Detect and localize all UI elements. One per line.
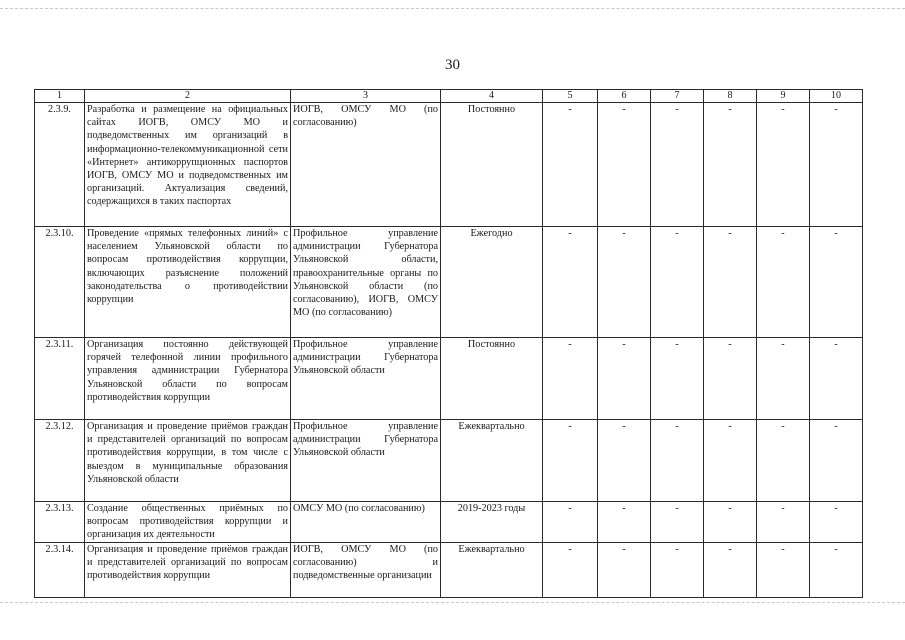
column-header: 2: [85, 90, 291, 103]
term: Постоянно: [441, 103, 543, 227]
column-header: 10: [810, 90, 863, 103]
term: Ежеквартально: [441, 543, 543, 598]
executor: Профильное управление администрации Губернатора Ульяновской области: [291, 420, 441, 502]
value-cell: -: [704, 543, 757, 598]
executor: Профильное управление администрации Губернатора Ульяновской области, правоохранительные органы по Ульяновской области (по согласованию), ИОГВ, ОМСУ МО (по согласованию): [291, 227, 441, 338]
executor: ИОГВ, ОМСУ МО (по согласованию) и подведомственные организации: [291, 543, 441, 598]
executor: Профильное управление администрации Губернатора Ульяновской области: [291, 338, 441, 420]
value-cell: -: [704, 502, 757, 543]
page-number: 30: [445, 57, 460, 73]
value-cell: -: [543, 103, 598, 227]
value-cell: -: [598, 103, 651, 227]
row-number: 2.3.9.: [35, 103, 85, 227]
value-cell: -: [757, 543, 810, 598]
row-number: 2.3.13.: [35, 502, 85, 543]
column-header: 7: [651, 90, 704, 103]
term: Постоянно: [441, 338, 543, 420]
column-header: 8: [704, 90, 757, 103]
value-cell: -: [651, 420, 704, 502]
measures-table: [34, 89, 863, 598]
value-cell: -: [543, 543, 598, 598]
value-cell: -: [651, 338, 704, 420]
value-cell: -: [810, 543, 863, 598]
value-cell: -: [757, 502, 810, 543]
page-edge-top: [0, 8, 905, 9]
executor: ИОГВ, ОМСУ МО (по согласованию): [291, 103, 441, 227]
page-edge-bottom: [0, 602, 905, 603]
column-header: 4: [441, 90, 543, 103]
value-cell: -: [651, 543, 704, 598]
value-cell: -: [704, 227, 757, 338]
value-cell: -: [598, 502, 651, 543]
measure-name: Создание общественных приёмных по вопросам противодействия коррупции и организация их деятельности: [85, 502, 291, 543]
value-cell: -: [757, 420, 810, 502]
value-cell: -: [651, 502, 704, 543]
value-cell: -: [704, 338, 757, 420]
value-cell: -: [704, 420, 757, 502]
value-cell: -: [543, 420, 598, 502]
term: Ежегодно: [441, 227, 543, 338]
table-row: [35, 420, 863, 502]
value-cell: -: [810, 338, 863, 420]
value-cell: -: [598, 338, 651, 420]
measure-name: Проведение «прямых телефонных линий» с населением Ульяновской области по вопросам противодействия коррупции, включающих разъяснение положений законодательства о противодействии коррупции: [85, 227, 291, 338]
value-cell: -: [598, 543, 651, 598]
value-cell: -: [704, 103, 757, 227]
row-number: 2.3.10.: [35, 227, 85, 338]
value-cell: -: [757, 103, 810, 227]
measure-name: Разработка и размещение на официальных сайтах ИОГВ, ОМСУ МО и подведомственных им организаций в информационно-телекоммуникационной сети «Интернет» антикоррупционных паспортов ИОГВ, ОМСУ МО и подведомственных им организаций. Актуализация сведений, содержащихся в таких паспортах: [85, 103, 291, 227]
table-row: [35, 502, 863, 543]
column-header: 5: [543, 90, 598, 103]
value-cell: -: [651, 227, 704, 338]
header-row: [35, 90, 863, 103]
executor: ОМСУ МО (по согласованию): [291, 502, 441, 543]
value-cell: -: [810, 103, 863, 227]
column-header: 3: [291, 90, 441, 103]
table-row: [35, 338, 863, 420]
value-cell: -: [810, 420, 863, 502]
value-cell: -: [757, 338, 810, 420]
column-header: 6: [598, 90, 651, 103]
value-cell: -: [810, 502, 863, 543]
table-row: [35, 227, 863, 338]
value-cell: -: [543, 502, 598, 543]
row-number: 2.3.11.: [35, 338, 85, 420]
value-cell: -: [757, 227, 810, 338]
value-cell: -: [543, 227, 598, 338]
column-header: 9: [757, 90, 810, 103]
measure-name: Организация и проведение приёмов граждан и представителей организаций по вопросам противодействия коррупции: [85, 543, 291, 598]
column-header: 1: [35, 90, 85, 103]
measure-name: Организация постоянно действующей горячей телефонной линии профильного управления администрации Губернатора Ульяновской области по вопросам противодействия коррупции: [85, 338, 291, 420]
value-cell: -: [651, 103, 704, 227]
table-row: [35, 543, 863, 598]
table-row: [35, 103, 863, 227]
value-cell: -: [598, 227, 651, 338]
value-cell: -: [543, 338, 598, 420]
value-cell: -: [810, 227, 863, 338]
term: Ежеквартально: [441, 420, 543, 502]
term: 2019-2023 годы: [441, 502, 543, 543]
measure-name: Организация и проведение приёмов граждан и представителей организаций по вопросам противодействия коррупции, в том числе с выездом в муниципальные образования Ульяновской области: [85, 420, 291, 502]
row-number: 2.3.14.: [35, 543, 85, 598]
row-number: 2.3.12.: [35, 420, 85, 502]
value-cell: -: [598, 420, 651, 502]
